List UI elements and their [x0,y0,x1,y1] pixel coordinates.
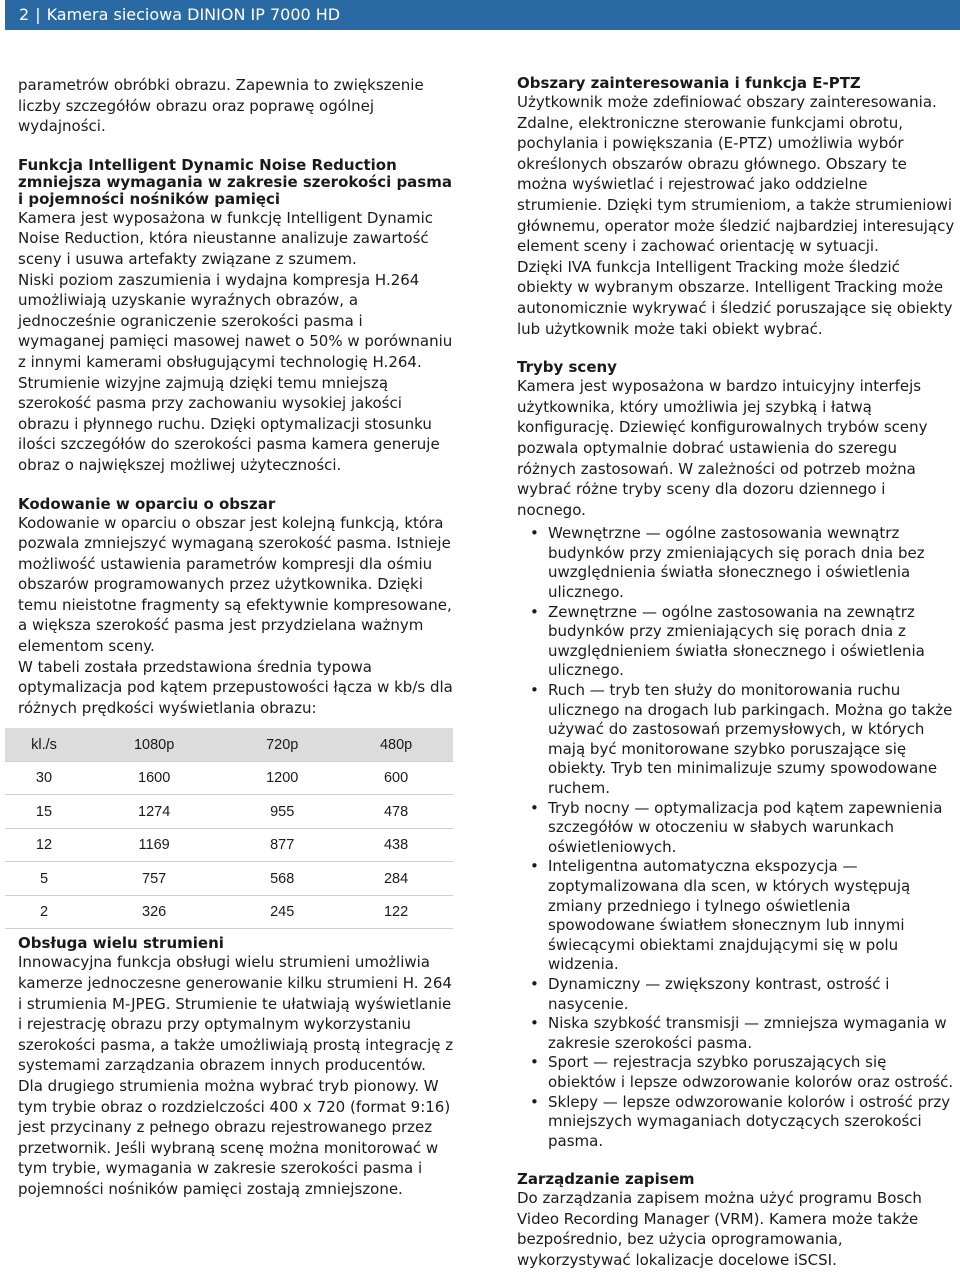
table-cell: 1274 [83,795,225,829]
table-cell: 438 [339,828,453,862]
scene-modes-heading: Tryby sceny [517,358,617,377]
table-cell: 1600 [83,761,225,795]
mode-description: — ogólne zastosowania wewnątrz budynków przy zmieniających się porach dnia bez uwzględnienia światła słonecznego i oświetlenia ulicznego. [548,524,925,602]
mode-description: — zwiększony kontrast, ostrość i nasycenie. [548,974,890,1013]
right-column [517,75,957,1271]
multi-stream-paragraph-2: Dla drugiego strumienia można wybrać tryb pionowy. W tym trybie obraz o rozdzielczości 400 x 720 (format 9:16) jest przycinany z pełnego obrazu rejestrowanego przez przetwornik. Jeśli wybraną scenę można monitorować w tym trybie, wymagania w zakresie szerokości pasma i pojemności nośników pamięci zostają zmniejszone. [18,1077,451,1198]
table-cell: 757 [83,862,225,896]
mode-term: Wewnętrzne [548,524,641,543]
table-cell: 15 [5,795,83,829]
mode-description: — rejestracja szybko poruszających się obiektów i lepsze odwzorowanie kolorów oraz ostrość. [548,1053,954,1091]
document-title: Kamera sieciowa DINION IP 7000 HD [46,5,341,24]
list-item [517,603,957,681]
table-cell: 600 [339,761,453,795]
table-cell: 12 [5,828,83,862]
multi-stream-heading: Obsługa wielu strumieni [18,934,224,953]
list-item [517,1014,957,1053]
list-item [517,857,957,975]
table-row [5,761,453,795]
table-row [5,795,453,829]
eptz-paragraph-2: Dzięki IVA funkcja Intelligent Tracking może śledzić obiekty w wybranym obszarze. Intelligent Tracking może autonomicznie wykrywać i śledzić poruszające się obiekty lub użytkownik może taki obiekt wybrać. [517,257,953,338]
roi-paragraph-2: W tabeli została przedstawiona średnia typowa optymalizacja pod kątem przepustowości łącza w kb/s dla różnych prędkości wyświetlania obrazu: [18,657,453,717]
table-cell: 5 [5,862,83,896]
table-cell: 955 [225,795,339,829]
scene-modes-list [517,524,957,1151]
eptz-heading: Obszary zainteresowania i funkcja E-PTZ [517,74,861,92]
scene-modes-paragraph: Kamera jest wyposażona w bardzo intuicyjny interfejs użytkownika, który umożliwia jej szybką i łatwą konfigurację. Dziewięć konfigurowalnych trybów sceny pozwala optymalnie dobrać ustawienia do szeregu różnych zastosowań. W zależności od potrzeb można wybrać różne tryby sceny dla dozoru dziennego i nocnego. [517,377,928,519]
table-cell: 2 [5,895,83,929]
list-item [517,681,957,799]
mode-term: Tryb nocny [548,798,630,817]
table-cell: 30 [5,761,83,795]
list-item [517,524,957,602]
list-item [517,975,957,1014]
roi-heading: Kodowanie w oparciu o obszar [18,494,276,513]
mode-term: Sklepy [548,1092,599,1111]
table-cell: 245 [225,895,339,929]
mode-term: Ruch [548,681,586,700]
table-cell: 568 [225,862,339,896]
idnr-heading: Funkcja Intelligent Dynamic Noise Reduction zmniejsza wymagania w zakresie szerokości pasma i pojemności nośników pamięci [18,155,452,208]
table-header-cell: kl./s [5,728,83,761]
table-cell: 284 [339,862,453,896]
roi-paragraph-1: Kodowanie w oparciu o obszar jest kolejną funkcją, która pozwala zmniejszyć wymaganą szerokość pasma. Istnieje możliwość ustawienia parametrów kompresji dla ośmiu obszarów programowanych przez użytkownika. Dzięki temu nieistotne fragmenty są efektywnie kompresowane, a większa szerokość pasma jest przydzielana ważnym elementom sceny. [18,513,452,656]
mode-description: — lepsze odwzorowanie kolorów i ostrość przy mniejszych wymaganiach dotyczących szerokości pasma. [548,1092,951,1150]
table-cell: 478 [339,795,453,829]
mode-description: — optymalizacja pod kątem zapewnienia szczegółów w otoczeniu w słabych warunkach oświetleniowych. [548,798,943,856]
mode-description: — ogólne zastosowania na zewnątrz budynków przy zmieniających się porach dnia z uwzględnieniem światła słonecznego i oświetlenia ulicznego. [548,602,925,680]
table-header-cell: 720p [225,728,339,761]
mode-description: — tryb ten służy do monitorowania ruchu ulicznego na drogach lub parkingach. Można go także używać do zastosowań przemysłowych, w których mają być monitorowane szybko poruszające się obiekty. Tryb ten minimalizuje szumy spowodowane ruchem. [548,681,953,797]
bandwidth-table [5,728,453,929]
mode-description: — zoptymalizowana dla scen, w których występują zmiany przedniego i tylnego oświetlenia spowodowane światłem słonecznym lub innymi świecącymi obiektami znajdującymi się w polu widzenia. [548,857,911,974]
page-header [5,0,960,30]
page-number: 2 [19,5,30,24]
header-separator: | [35,5,41,24]
left-column [18,75,454,1200]
recording-heading: Zarządzanie zapisem [517,1170,695,1189]
list-item [517,1053,957,1092]
table-cell: 1169 [83,828,225,862]
recording-paragraph: Do zarządzania zapisem można użyć programu Bosch Video Recording Manager (VRM). Kamera może także bezpośrednio, bez użycia oprogramowania, wykorzystywać lokalizacje docelowe iSCSI. [517,1189,922,1270]
table-header-cell: 1080p [83,728,225,761]
idnr-paragraph-1: Kamera jest wyposażona w funkcję Intelligent Dynamic Noise Reduction, która nieustanne analizuje zawartość sceny i usuwa artefakty związane z szumem. [18,208,433,268]
list-item [517,1093,957,1152]
mode-term: Niska szybkość transmisji [548,1014,740,1033]
mode-term: Dynamiczny [548,974,641,993]
table-row [5,828,453,862]
table-row [5,895,453,929]
list-item [517,799,957,858]
eptz-paragraph-1: Użytkownik może zdefiniować obszary zainteresowania. Zdalne, elektroniczne sterowanie funkcjami obrotu, pochylania i powiększania (E-PTZ) umożliwia wybór określonych obszarów obrazu głównego. Obszary te można wyświetlać i rejestrować jako oddzielne strumienie. Dzięki tym strumieniom, a także strumieniowi głównemu, operator może śledzić najbardziej interesujący element sceny i zachować orientację w sytuacji. [517,93,955,256]
table-header-row [5,728,453,761]
idnr-paragraph-2: Niski poziom zaszumienia i wydajna kompresja H.264 umożliwiają uzyskanie wyraźnych obrazów, a jednocześnie ograniczenie szerokości pasma i wymaganej pamięci masowej nawet o 50% w porównaniu z innymi kamerami obsługującymi technologię H.264. Strumienie wizyjne zajmują dzięki temu mniejszą szerokość pasma przy zachowaniu wysokiej jakości obrazu i płynnego ruchu. Dzięki optymalizacji stosunku ilości szczegółów do szerokości pasma kamera generuje obraz o największej możliwej użyteczności. [18,270,453,474]
table-cell: 122 [339,895,453,929]
mode-term: Sport [548,1053,589,1072]
mode-term: Inteligentna automatyczna ekspozycja [548,857,838,876]
multi-stream-paragraph-1: Innowacyjna funkcja obsługi wielu strumieni umożliwia kamerze jednoczesne generowanie kilku strumieni H. 264 i strumienia M-JPEG. Strumienie te ułatwiają wyświetlanie i rejestrację obrazu przy optymalnym wykorzystaniu szerokości pasma, a także umożliwiają prostą integrację z systemami zarządzania obrazem innych producentów. [18,953,454,1075]
table-header-cell: 480p [339,728,453,761]
intro-paragraph: parametrów obróbki obrazu. Zapewnia to zwiększenie liczby szczegółów obrazu oraz poprawę ogólnej wydajności. [18,76,424,136]
table-cell: 1200 [225,761,339,795]
mode-description: — zmniejsza wymagania w zakresie szerokości pasma. [548,1014,947,1052]
mode-term: Zewnętrzne [548,602,638,621]
table-row [5,862,453,896]
table-cell: 877 [225,828,339,862]
table-cell: 326 [83,895,225,929]
